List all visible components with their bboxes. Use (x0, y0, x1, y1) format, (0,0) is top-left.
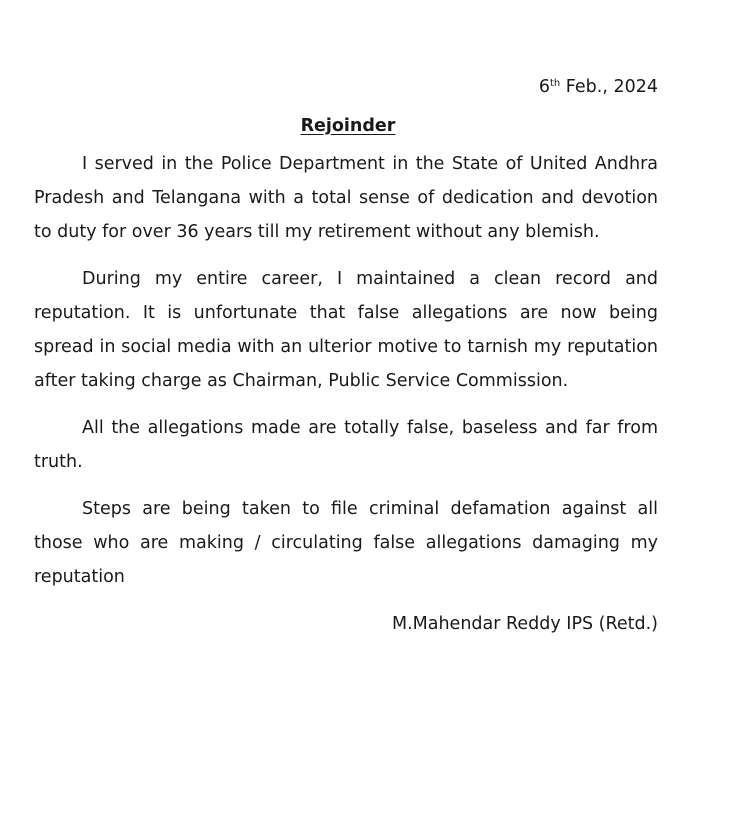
document-title: Rejoinder (300, 116, 396, 136)
document-title-line (34, 109, 658, 143)
paragraph-allegations: All the allegations made are totally false, baseless and far from truth. (34, 418, 658, 472)
paragraph-service: I served in the Police Department in the State of United Andhra Pradesh and Telangana with a total sense of dedication and devotion to duty for over 36 years till my retirement without any blemish. (34, 154, 658, 242)
document-date (34, 70, 658, 104)
paragraph-legal-steps: Steps are being taken to file criminal defamation against all those who are making / circulating false allegations damaging my reputation (34, 499, 658, 587)
document-body (34, 70, 658, 641)
paragraph-career: During my entire career, I maintained a clean record and reputation. It is unfortunate that false allegations are now being spread in social media with an ulterior motive to tarnish my reputation after taking charge as Chairman, Public Service Commission. (34, 269, 658, 391)
date-suffix: th (549, 78, 561, 89)
date-day: 6 (538, 77, 550, 97)
signature: M.Mahendar Reddy IPS (Retd.) (391, 614, 658, 634)
date-month-year: Feb., 2024 (560, 77, 658, 97)
